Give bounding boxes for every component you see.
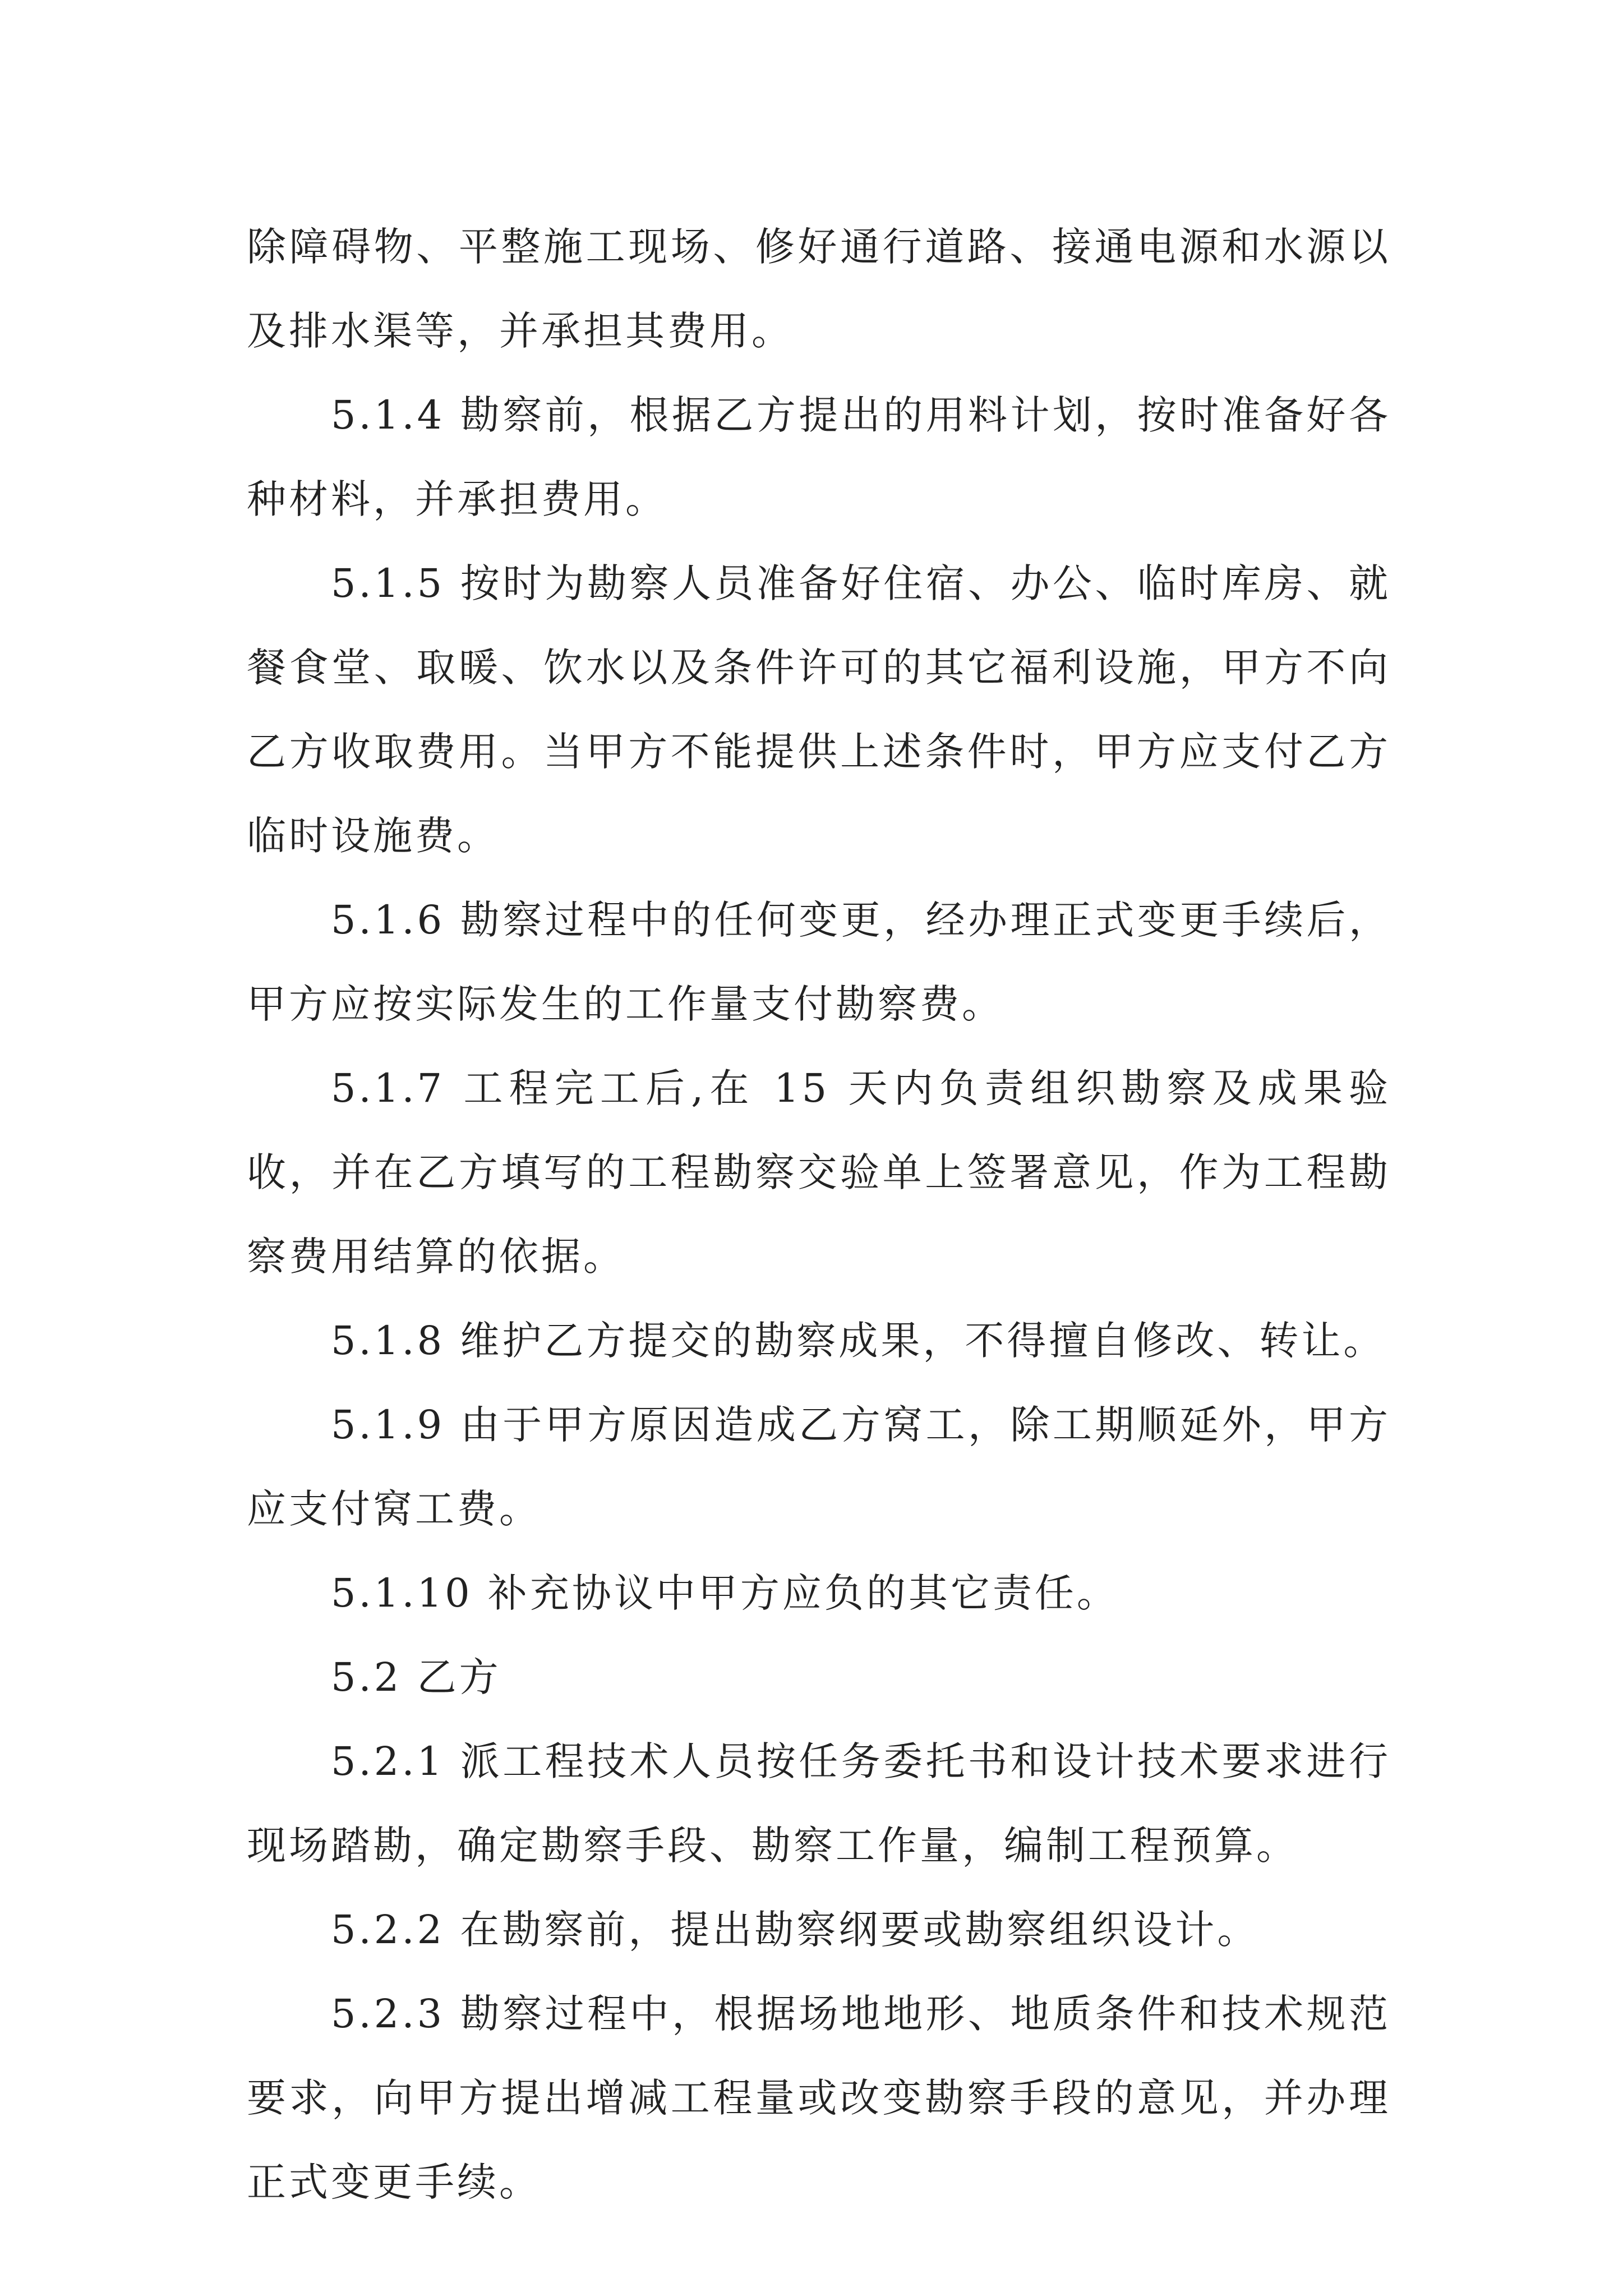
clause-5-2-3: 5.2.3 勘察过程中，根据场地地形、地质条件和技术规范要求，向甲方提出增减工程量或改变勘察手段的意见，并办理正式变更手续。 bbox=[247, 1991, 1391, 2205]
clause-5-1-7: 5.1.7 工程完工后,在 15 天内负责组织勘察及成果验收，并在乙方填写的工程勘察交验单上签署意见，作为工程勘察费用结算的依据。 bbox=[247, 1065, 1391, 1280]
clause-5-1-5: 5.1.5 按时为勘察人员准备好住宿、办公、临时库房、就餐食堂、取暖、饮水以及条件许可的其它福利设施，甲方不向乙方收取费用。当甲方不能提供上述条件时，甲方应支付乙方临时设施费。 bbox=[247, 560, 1391, 859]
clause-5-1-6: 5.1.6 勘察过程中的任何变更，经办理正式变更手续后，甲方应按实际发生的工作量支付勘察费。 bbox=[247, 897, 1391, 1027]
section-5-2-heading: 5.2 乙方 bbox=[331, 1654, 501, 1700]
clause-5-2-2: 5.2.2 在勘察前，提出勘察纲要或勘察组织设计。 bbox=[331, 1907, 1260, 1953]
clause-5-1-8: 5.1.8 维护乙方提交的勘察成果，不得擅自修改、转让。 bbox=[331, 1318, 1386, 1364]
body-text bbox=[247, 205, 1391, 2224]
clause-5-2-1: 5.2.1 派工程技术人员按任务委托书和设计技术要求进行现场踏勘，确定勘察手段、勘察工作量，编制工程预算。 bbox=[247, 1738, 1391, 1869]
paragraph: 除障碍物、平整施工现场、修好通行道路、接通电源和水源以及排水渠等，并承担其费用。 bbox=[247, 224, 1391, 354]
clause-5-1-9: 5.1.9 由于甲方原因造成乙方窝工，除工期顺延外，甲方应支付窝工费。 bbox=[247, 1402, 1391, 1532]
clause-5-1-10: 5.1.10 补充协议中甲方应负的其它责任。 bbox=[331, 1570, 1119, 1616]
clause-5-1-4: 5.1.4 勘察前，根据乙方提出的用料计划，按时准备好各种材料，并承担费用。 bbox=[247, 392, 1391, 522]
